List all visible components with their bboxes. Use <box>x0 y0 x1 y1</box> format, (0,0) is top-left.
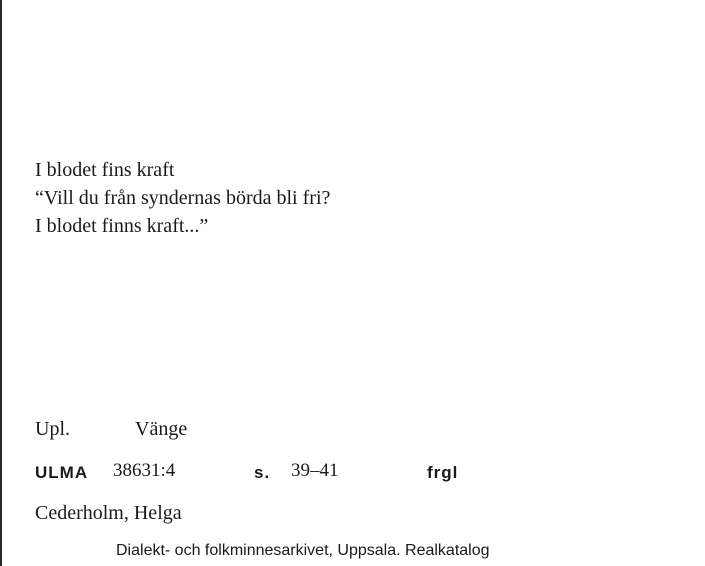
song-first-line: “Vill du från syndernas börda bli fri? <box>35 187 331 209</box>
song-title: I blodet fins kraft <box>35 159 175 181</box>
song-title-block <box>35 156 330 240</box>
archive-footer: Dialekt- och folkminnesarkivet, Uppsala. Realkatalog <box>116 542 490 559</box>
card-left-edge <box>0 0 2 566</box>
archive-code-label: ULMA <box>35 463 89 482</box>
parish-label: Vänge <box>135 418 188 440</box>
song-second-line: I blodet finns kraft...” <box>35 215 209 237</box>
informant-name: Cederholm, Helga <box>35 502 182 524</box>
page-label: s. <box>254 463 271 482</box>
province-label: Upl. <box>35 418 70 440</box>
archive-record-number: 38631:4 <box>113 460 176 481</box>
page-range: 39–41 <box>291 460 339 481</box>
genre-code: frgl <box>427 463 459 482</box>
